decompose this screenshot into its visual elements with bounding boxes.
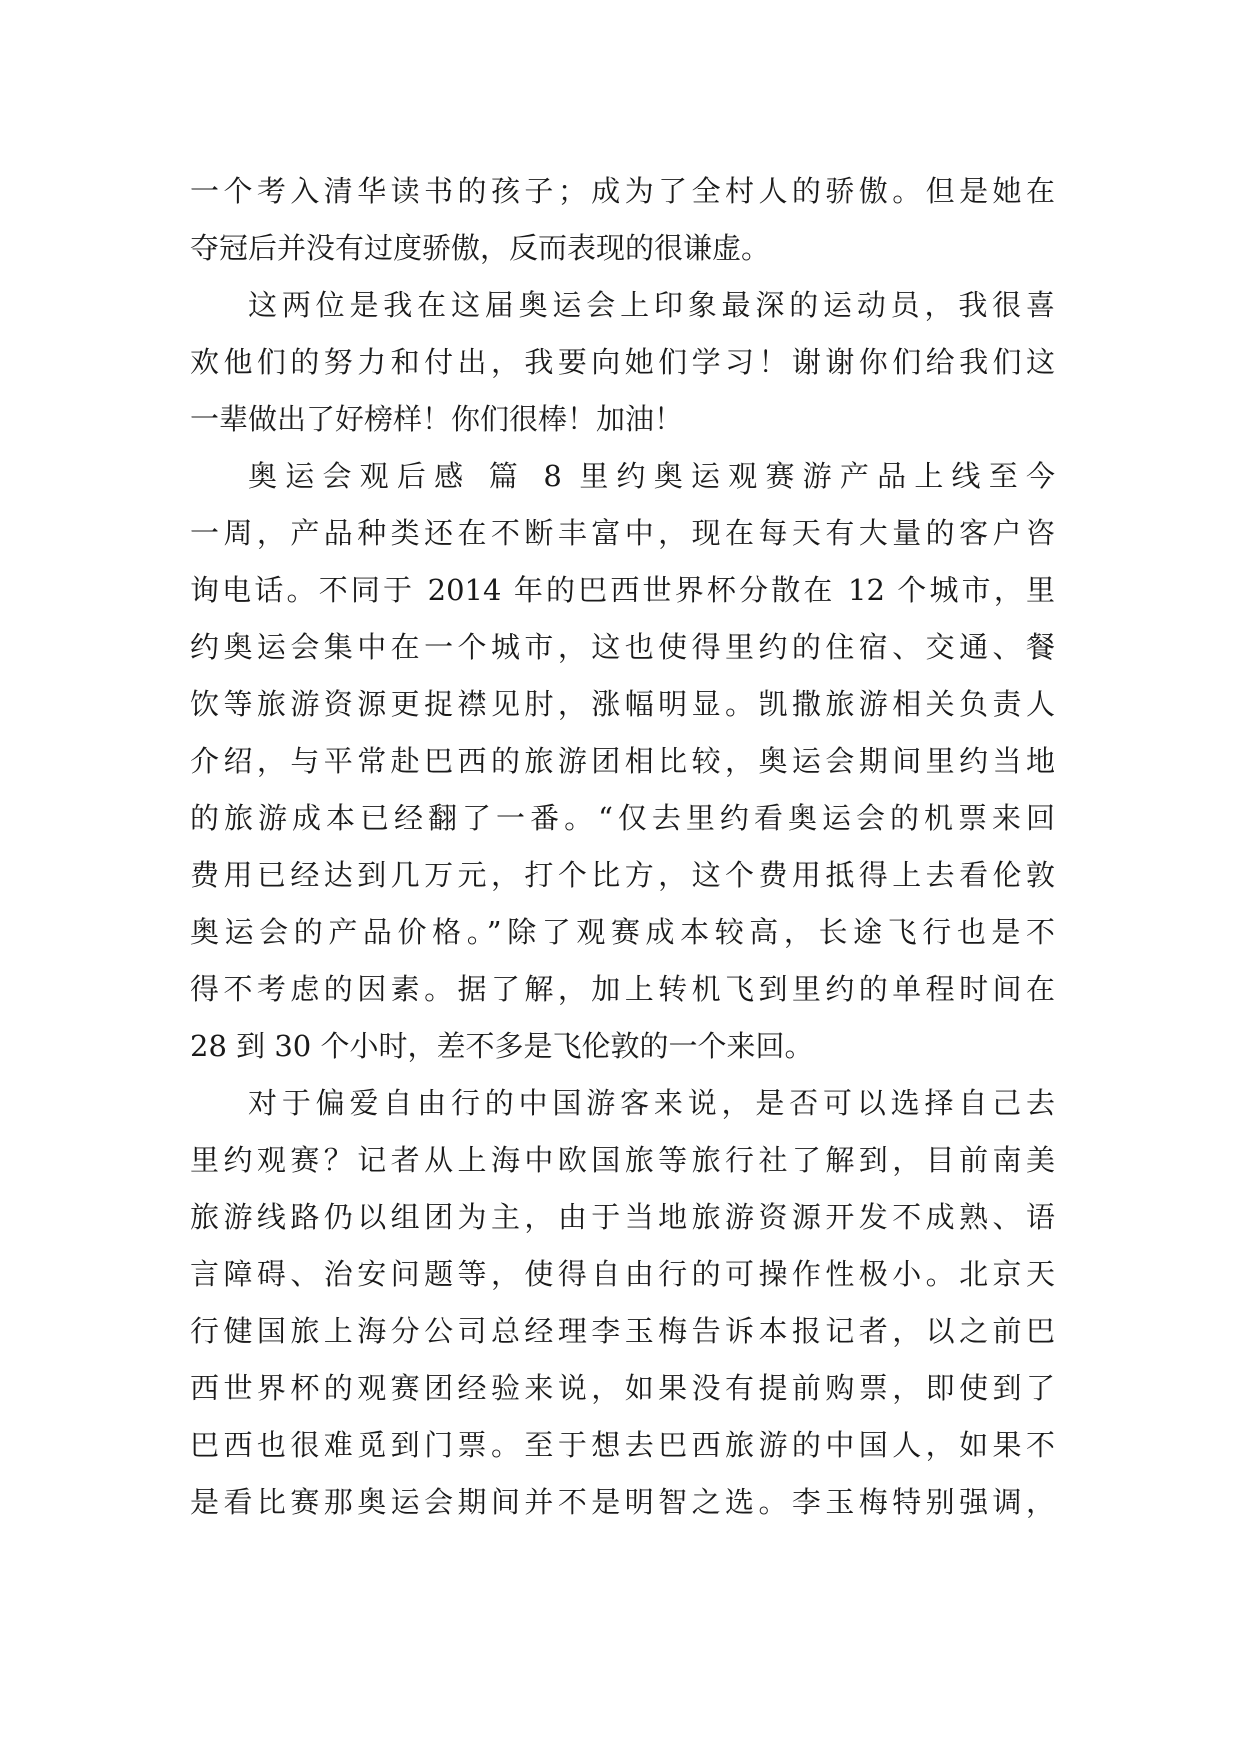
text-line: 介绍，与平常赴巴西的旅游团相比较，奥运会期间里约当地 — [190, 744, 1055, 778]
text-line: 巴西也很难觅到门票。至于想去巴西旅游的中国人，如果不 — [190, 1428, 1055, 1462]
text-line: 奥运会的产品价格。”除了观赛成本较高，长途飞行也是不 — [190, 915, 1055, 949]
text-line: 里约观赛？记者从上海中欧国旅等旅行社了解到，目前南美 — [190, 1143, 1055, 1177]
text-line: 一辈做出了好榜样！你们很棒！加油！ — [190, 402, 684, 436]
text-line: 饮等旅游资源更捉襟见肘，涨幅明显。凯撒旅游相关负责人 — [190, 687, 1055, 721]
text-line: 得不考虑的因素。据了解，加上转机飞到里约的单程时间在 — [190, 972, 1055, 1006]
text-line: 费用已经达到几万元，打个比方，这个费用抵得上去看伦敦 — [190, 858, 1055, 892]
text-line: 约奥运会集中在一个城市，这也使得里约的住宿、交通、餐 — [190, 630, 1055, 664]
section-heading-line: 奥运会观后感 篇 8 里约奥运观赛游产品上线至今 — [248, 459, 1055, 493]
text-line: 询电话。不同于 2014 年的巴西世界杯分散在 12 个城市，里 — [190, 573, 1056, 607]
text-line: 旅游线路仍以组团为主，由于当地旅游资源开发不成熟、语 — [190, 1200, 1055, 1234]
document-body — [190, 163, 1055, 1531]
text-line: 夺冠后并没有过度骄傲，反而表现的很谦虚。 — [190, 231, 771, 265]
text-line: 言障碍、治安问题等，使得自由行的可操作性极小。北京天 — [190, 1257, 1055, 1291]
text-line: 欢他们的努力和付出，我要向她们学习！谢谢你们给我们这 — [190, 345, 1055, 379]
text-line: 的旅游成本已经翻了一番。“仅去里约看奥运会的机票来回 — [190, 801, 1055, 835]
text-line: 28 到 30 个小时，差不多是飞伦敦的一个来回。 — [190, 1029, 814, 1063]
text-line: 这两位是我在这届奥运会上印象最深的运动员，我很喜 — [248, 288, 1055, 322]
text-line: 是看比赛那奥运会期间并不是明智之选。李玉梅特别强调， — [190, 1485, 1055, 1519]
text-line: 一个考入清华读书的孩子；成为了全村人的骄傲。但是她在 — [190, 174, 1055, 208]
text-line: 一周，产品种类还在不断丰富中，现在每天有大量的客户咨 — [190, 516, 1055, 550]
text-line: 西世界杯的观赛团经验来说，如果没有提前购票，即使到了 — [190, 1371, 1055, 1405]
text-line: 行健国旅上海分公司总经理李玉梅告诉本报记者，以之前巴 — [190, 1314, 1055, 1348]
text-line: 对于偏爱自由行的中国游客来说，是否可以选择自己去 — [248, 1086, 1055, 1120]
